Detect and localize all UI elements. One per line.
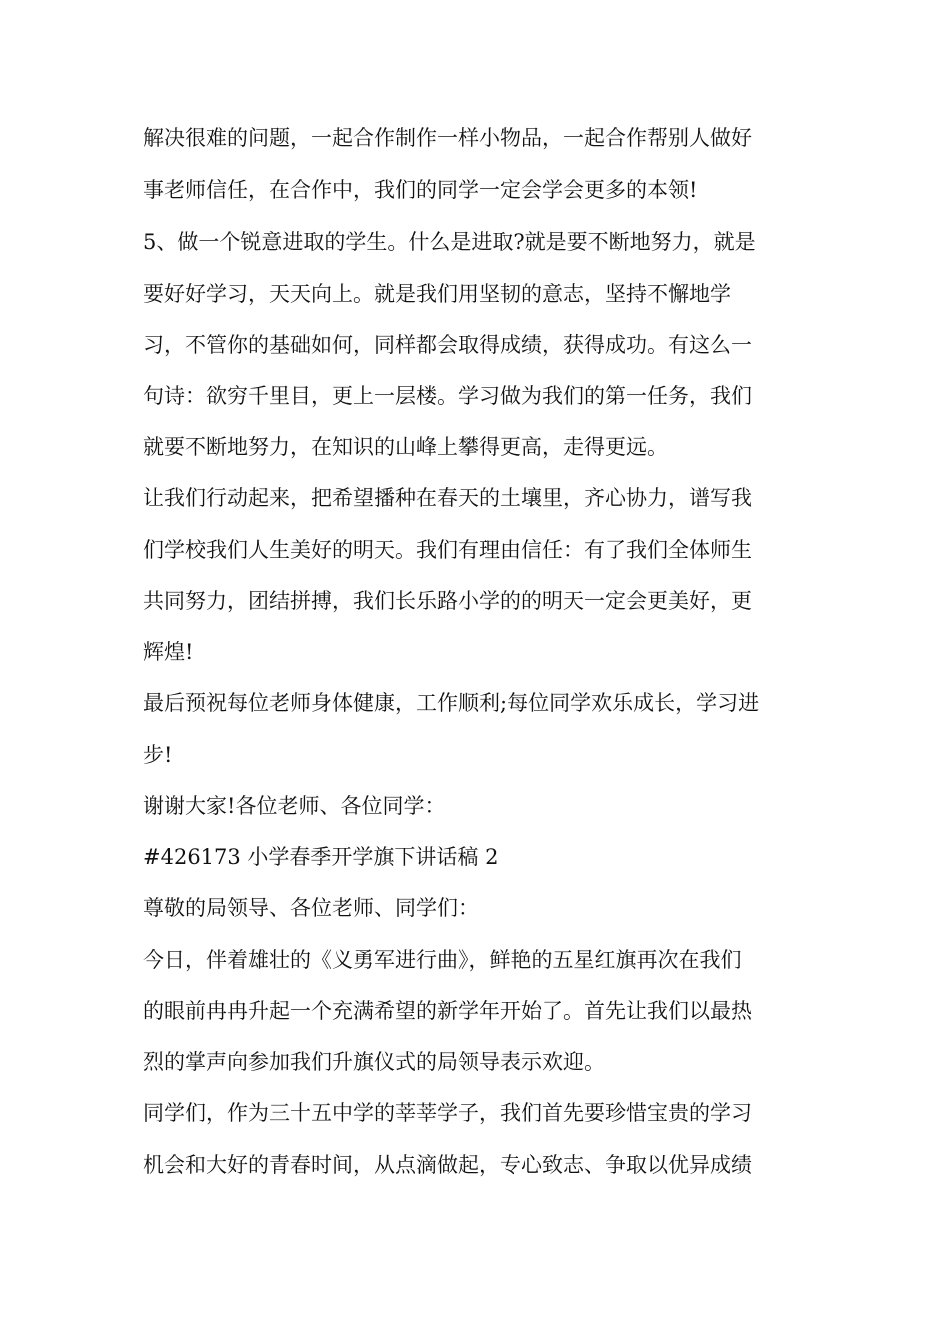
text-line: 共同努力，团结拼搏，我们长乐路小学的的明天一定会更美好，更 bbox=[143, 589, 752, 613]
text-line: 最后预祝每位老师身体健康，工作顺利;每位同学欢乐成长，学习进 bbox=[143, 691, 760, 715]
text-line: 的眼前冉冉升起一个充满希望的新学年开始了。首先让我们以最热 bbox=[143, 999, 752, 1023]
text-line: 句诗：欲穷千里目，更上一层楼。学习做为我们的第一任务，我们 bbox=[143, 384, 752, 408]
text-line: 5、做一个锐意进取的学生。什么是进取?就是要不断地努力，就是 bbox=[143, 230, 756, 254]
text-line: 尊敬的局领导、各位老师、同学们： bbox=[143, 896, 479, 920]
text-line: 要好好学习，天天向上。就是我们用坚韧的意志，坚持不懈地学 bbox=[143, 282, 731, 306]
section-heading: #426173 小学春季开学旗下讲话稿 2 bbox=[143, 845, 499, 869]
text-line: 就要不断地努力，在知识的山峰上攀得更高，走得更远。 bbox=[143, 435, 668, 459]
text-line: 机会和大好的青春时间，从点滴做起，专心致志、争取以优异成绩 bbox=[143, 1153, 752, 1177]
text-line: 烈的掌声向参加我们升旗仪式的局领导表示欢迎。 bbox=[143, 1050, 605, 1074]
text-line: 今日，伴着雄壮的《义勇军进行曲》，鲜艳的五星红旗再次在我们 bbox=[143, 948, 742, 972]
text-line: 步! bbox=[143, 743, 173, 767]
text-line: 们学校我们人生美好的明天。我们有理由信任：有了我们全体师生 bbox=[143, 538, 752, 562]
text-line: 谢谢大家!各位老师、各位同学： bbox=[143, 794, 446, 818]
text-line: 习，不管你的基础如何，同样都会取得成绩，获得成功。有这么一 bbox=[143, 333, 752, 357]
text-line: 事老师信任，在合作中，我们的同学一定会学会更多的本领! bbox=[143, 178, 698, 202]
text-line: 辉煌! bbox=[143, 640, 194, 664]
text-line: 同学们，作为三十五中学的莘莘学子，我们首先要珍惜宝贵的学习 bbox=[143, 1101, 752, 1125]
text-line: 让我们行动起来，把希望播种在春天的土壤里，齐心协力，谱写我 bbox=[143, 486, 752, 510]
text-line: 解决很难的问题，一起合作制作一样小物品，一起合作帮别人做好 bbox=[143, 126, 752, 150]
